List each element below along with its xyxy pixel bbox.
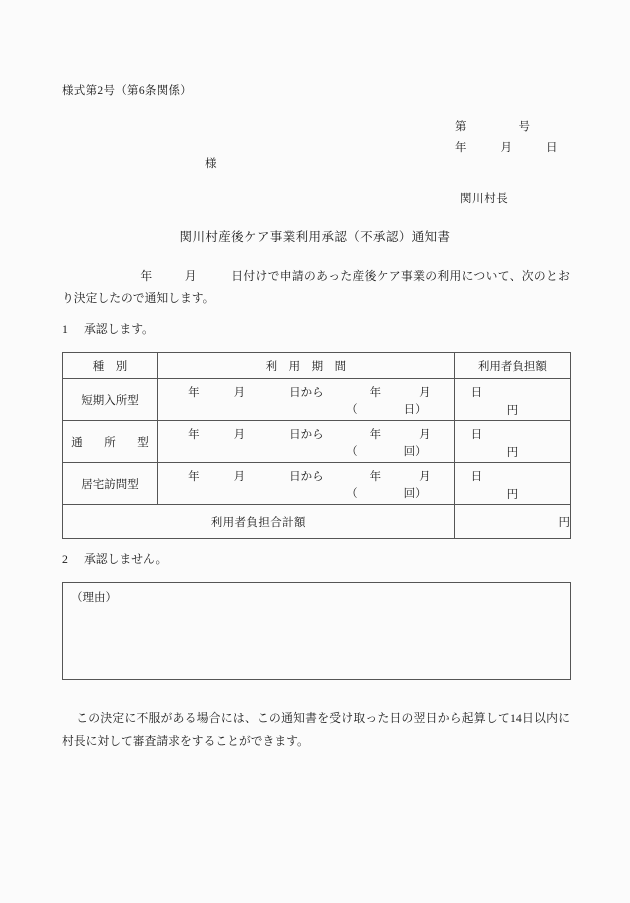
form-number: 様式第2号（第6条関係） <box>62 85 193 97</box>
document-date-line <box>455 138 558 159</box>
row-period-short-stay <box>158 379 483 421</box>
row-type-short-stay: 短期入所型 <box>63 379 158 421</box>
table-header-row <box>63 353 571 379</box>
document-title: 関川村産後ケア事業利用承認（不承認）通知書 <box>179 230 451 244</box>
period-count-line <box>158 485 454 501</box>
header-fee: 利用者負担額 <box>454 353 570 379</box>
period-count-line <box>158 401 454 417</box>
header-type: 種 別 <box>63 353 158 379</box>
doc-number-label: 第 <box>455 121 467 133</box>
intro-paragraph <box>62 265 570 309</box>
period-year-from: 年 <box>188 471 200 483</box>
row-type-day-visit: 通 所 型 <box>63 421 158 463</box>
section-deny-number: 2 <box>62 552 68 566</box>
section-approve <box>62 320 154 337</box>
intro-month: 月 <box>184 269 197 283</box>
period-month-from: 月 <box>233 387 246 399</box>
period-count-unit: 回） <box>403 446 427 458</box>
reason-label: （理由） <box>71 592 117 604</box>
date-year: 年 <box>455 142 467 154</box>
period-year-from: 年 <box>188 429 200 441</box>
reason-box[interactable] <box>62 582 571 680</box>
period-month-to: 月 <box>419 387 431 399</box>
period-day-to: 日 <box>470 387 483 399</box>
section-approve-label: 承認します。 <box>84 322 154 336</box>
row-period-home-visit <box>158 463 483 505</box>
period-range-line <box>158 384 483 400</box>
intro-year: 年 <box>140 269 153 283</box>
usage-table <box>62 352 571 539</box>
closing-text: この決定に不服がある場合には、この通知書を受け取った日の翌日から起算して14日以内に村長に対して審査請求をすることができます。 <box>62 711 570 748</box>
closing-paragraph <box>62 707 570 753</box>
section-deny-label: 承認しません。 <box>84 552 168 566</box>
period-range-line <box>158 426 483 442</box>
period-paren-open: （ <box>346 488 358 500</box>
period-count-unit: 回） <box>403 488 427 500</box>
period-paren-open: （ <box>346 404 358 416</box>
row-type-home-visit: 居宅訪問型 <box>63 463 158 505</box>
document-number-date-block <box>455 117 558 159</box>
period-month-from: 月 <box>233 471 246 483</box>
date-month: 月 <box>500 142 512 154</box>
fee-unit: 円 <box>506 446 519 459</box>
table-total-row <box>63 505 571 539</box>
period-year-to: 年 <box>369 471 382 483</box>
period-day-from: 日から <box>289 387 324 399</box>
table-row <box>63 463 571 505</box>
row-period-day-visit <box>158 421 483 463</box>
period-month-from: 月 <box>233 429 246 441</box>
addressee-honorific: 様 <box>205 158 217 170</box>
table-row <box>63 421 571 463</box>
period-year-to: 年 <box>369 387 382 399</box>
doc-number-suffix: 号 <box>518 121 530 133</box>
period-range-line <box>158 468 483 484</box>
period-day-from: 日から <box>289 471 324 483</box>
date-day: 日 <box>546 142 558 154</box>
period-day-to: 日 <box>470 429 483 441</box>
period-year-to: 年 <box>369 429 382 441</box>
period-paren-open: （ <box>346 446 358 458</box>
period-count-unit: 日） <box>403 404 427 416</box>
intro-body-text: 日付けで申請のあった産後ケア事業の利用について、次のとおり決定したので通知します。 <box>62 269 570 305</box>
issuer-name: 関川村長 <box>460 193 509 205</box>
period-day-from: 日から <box>289 429 324 441</box>
document-number-line <box>455 117 558 138</box>
period-day-to: 日 <box>470 471 483 483</box>
fee-unit: 円 <box>506 404 519 417</box>
table-row <box>63 379 571 421</box>
section-deny <box>62 550 167 567</box>
period-count-line <box>158 443 454 459</box>
section-approve-number: 1 <box>62 322 68 336</box>
total-label: 利用者負担合計額 <box>63 505 455 539</box>
header-period: 利 用 期 間 <box>158 353 455 379</box>
total-fee-unit: 円 <box>454 505 570 539</box>
period-month-to: 月 <box>419 471 431 483</box>
period-year-from: 年 <box>188 387 200 399</box>
fee-unit: 円 <box>506 488 519 501</box>
period-month-to: 月 <box>419 429 431 441</box>
